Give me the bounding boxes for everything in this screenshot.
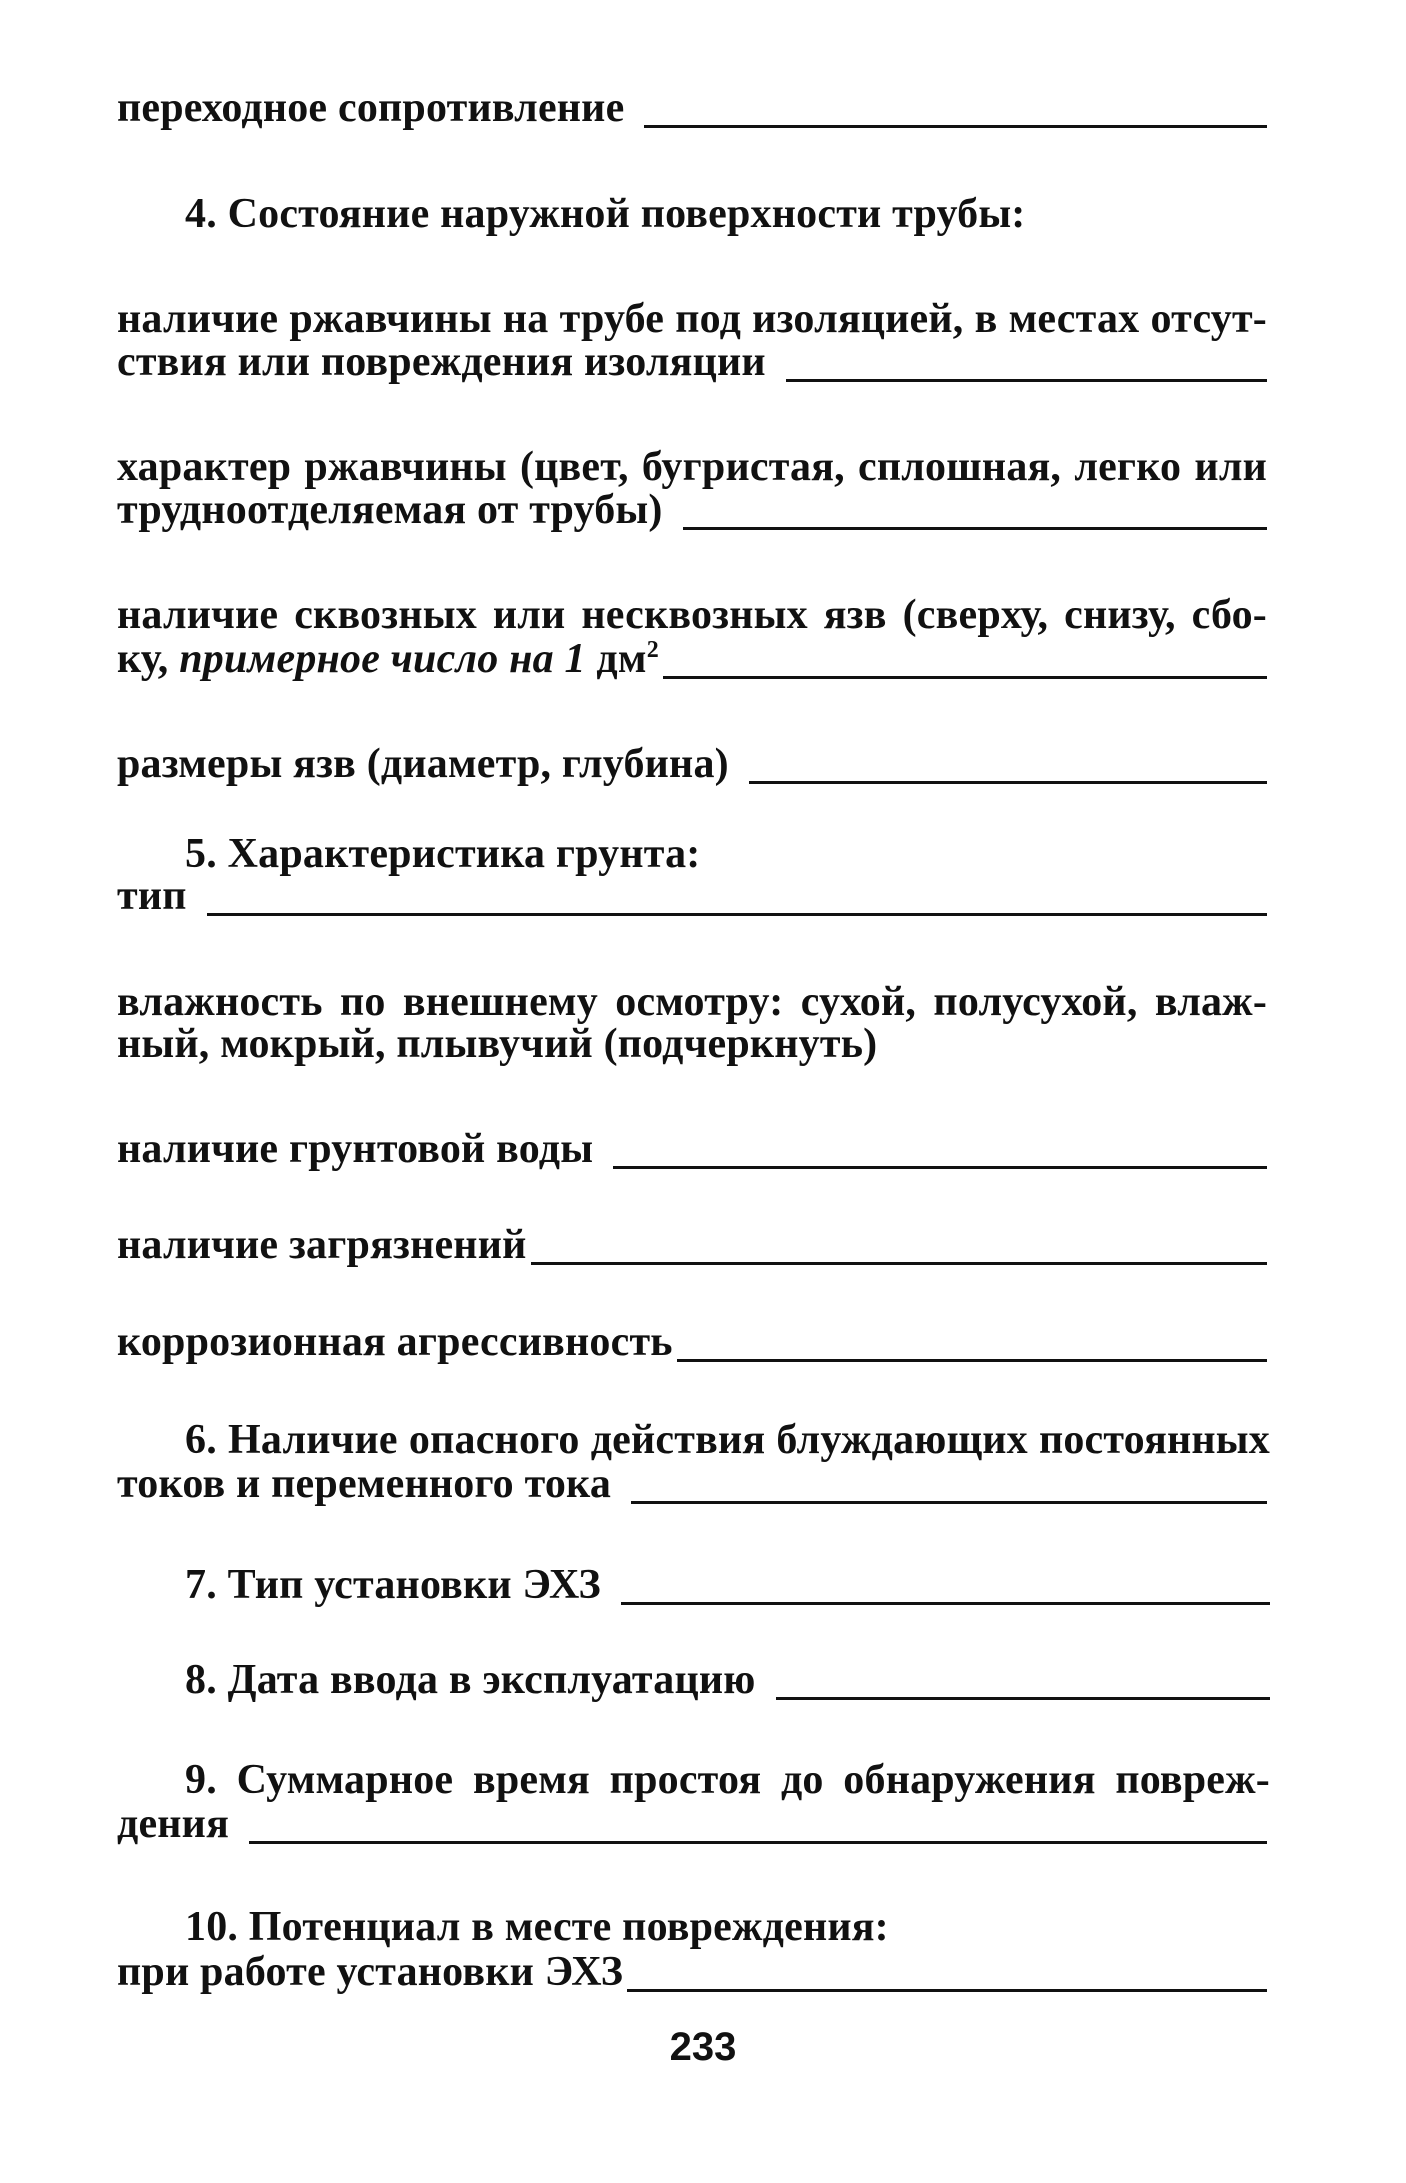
blank-ulcer-size[interactable] <box>749 781 1267 784</box>
label-ulcer-size: размеры язв (диаметр, глубина) <box>117 741 729 787</box>
label-humidity-1: влажность по внешнему осмотру: сухой, полусухой, влаж- <box>117 979 1267 1025</box>
section-6-heading-2: токов и переменного тока <box>117 1461 612 1507</box>
label-potential-ecp-on: при работе установки ЭХЗ <box>117 1949 624 1995</box>
section-9-heading-2: дения <box>117 1801 230 1847</box>
section-10-line-2 <box>117 1940 1267 1996</box>
label-transition-resistance: переходное сопротивление <box>117 85 625 131</box>
row-rust-character-2 <box>117 478 1267 534</box>
row-soil-type <box>117 864 1267 920</box>
row-ulcer-size <box>117 732 1267 788</box>
blank-pollution[interactable] <box>531 1262 1267 1265</box>
label-ulcers-1: наличие сквозных или несквозных язв (сверху, снизу, сбо- <box>117 592 1267 638</box>
section-4-heading: 4. Состояние наружной поверхности трубы: <box>185 191 1026 237</box>
label-soil-type: тип <box>117 873 187 919</box>
row-pollution <box>117 1213 1267 1269</box>
label-humidity-2: ный, мокрый, плывучий (подчеркнуть) <box>117 1021 878 1067</box>
blank-groundwater[interactable] <box>613 1166 1267 1169</box>
blank-downtime[interactable] <box>249 1841 1267 1844</box>
blank-rust-presence[interactable] <box>786 379 1267 382</box>
section-10-heading: 10. Потенциал в месте повреждения: <box>185 1904 889 1950</box>
label-rust-character-2: трудноотделяемая от трубы) <box>117 487 663 533</box>
label-ulcers-2-superscript: 2 <box>646 637 659 663</box>
blank-ecp-type[interactable] <box>621 1602 1270 1605</box>
label-ulcers-2 <box>117 635 659 683</box>
section-7 <box>185 1553 1270 1609</box>
label-ulcers-2-part-a: ку, <box>117 636 180 682</box>
blank-ulcers[interactable] <box>663 676 1267 679</box>
row-humidity-2 <box>117 1012 1267 1068</box>
row-transition-resistance <box>117 76 1267 132</box>
blank-aggressiveness[interactable] <box>677 1359 1267 1362</box>
section-9-heading-1: 9. Суммарное время простоя до обнаружения повреж- <box>185 1757 1270 1803</box>
label-aggressiveness: коррозионная агрессивность <box>117 1319 673 1365</box>
section-5-heading: 5. Характеристика грунта: <box>185 831 701 877</box>
page-number: 233 <box>669 2025 737 2069</box>
section-8 <box>185 1648 1270 1704</box>
label-rust-presence-2: ствия или повреждения изоляции <box>117 339 766 385</box>
row-aggressiveness <box>117 1310 1267 1366</box>
row-groundwater <box>117 1117 1267 1173</box>
blank-soil-type[interactable] <box>207 913 1267 916</box>
label-rust-character-1: характер ржавчины (цвет, бугристая, сплошная, легко или <box>117 444 1267 490</box>
blank-rust-character[interactable] <box>683 527 1267 530</box>
blank-transition-resistance[interactable] <box>644 125 1267 128</box>
section-4-title <box>185 182 1270 238</box>
label-pollution: наличие загрязнений <box>117 1222 527 1268</box>
section-7-heading: 7. Тип установки ЭХЗ <box>185 1562 601 1608</box>
blank-commission-date[interactable] <box>776 1697 1270 1700</box>
section-8-heading: 8. Дата ввода в эксплуатацию <box>185 1657 756 1703</box>
section-6-heading-1: 6. Наличие опасного действия блуждающих постоянных <box>185 1417 1270 1463</box>
label-ulcers-2-unit: дм <box>585 636 647 682</box>
row-ulcers-2 <box>117 627 1267 683</box>
section-6-line-2 <box>117 1452 1267 1508</box>
label-rust-presence-1: наличие ржавчины на трубе под изоляцией, в местах отсут- <box>117 296 1267 342</box>
row-rust-presence-2 <box>117 330 1267 386</box>
label-ulcers-2-part-b: примерное число на 1 <box>179 636 586 682</box>
blank-potential-ecp-on[interactable] <box>627 1989 1267 1992</box>
label-groundwater: наличие грунтовой воды <box>117 1126 594 1172</box>
blank-stray-currents[interactable] <box>631 1501 1267 1504</box>
section-9-line-2 <box>117 1792 1267 1848</box>
